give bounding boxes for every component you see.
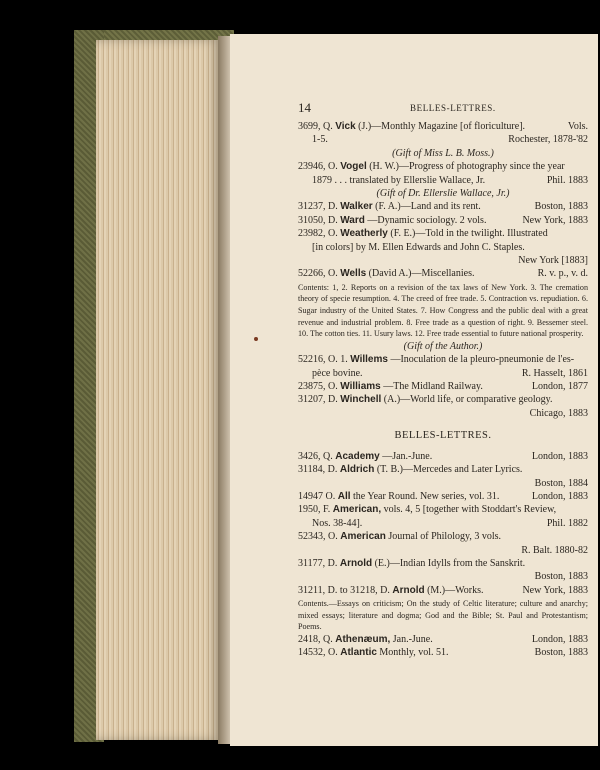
entry-heading: American,: [332, 504, 382, 516]
running-head: BELLES-LETTRES.: [410, 103, 496, 113]
call-number: 3426, Q.: [298, 450, 333, 462]
entry-contents: Contents: 1, 2. Reports on a revision of the tax laws of New York. 3. The cremation theory of specie resumption. 4. The creed of free trade. 5. Contraction vs. repudiation. 6. Sugar industry of the United States. 7. How Congress and the public deal with a great revenue and industrial problem. 8. Free trade as a question of right. 9. Bessemer steel. 10. The cotton ties. 11. Usury laws. 12. Free trade essential to future national prosperity.: [298, 282, 588, 339]
call-number: 31177, D.: [298, 557, 338, 569]
entry-heading: Walker: [340, 201, 373, 213]
catalog-entry: [298, 633, 588, 646]
catalog-entry: [298, 200, 588, 213]
imprint: London, 1877: [531, 381, 588, 393]
entry-title: (F. A.)—Land and its rent.: [375, 201, 481, 213]
call-number: 3699, Q.: [298, 121, 333, 132]
entry-heading: All: [337, 490, 351, 502]
entry-heading: Willems: [350, 354, 388, 366]
entry-heading: Academy: [335, 450, 380, 462]
call-number: 14947 O.: [298, 490, 336, 502]
page-number: 14: [298, 100, 311, 115]
catalog-entry: [298, 530, 588, 557]
entry-title: (A.)—World life, or comparative geology.: [383, 394, 553, 406]
entry-title: (David A.)—Miscellanies.: [368, 268, 475, 280]
catalog-entry: [298, 214, 588, 227]
entry-heading: Wells: [340, 268, 367, 280]
call-number: 31237, D.: [298, 201, 338, 213]
imprint: Vols.: [567, 121, 588, 132]
entry-title: —Dynamic sociology. 2 vols.: [367, 214, 487, 226]
imprint: R. v. p., v. d.: [537, 268, 588, 280]
entry-title: (H. W.)—Progress of photography since the year: [369, 161, 565, 173]
call-number: 23875, O.: [298, 381, 338, 393]
imprint: Boston, 1883: [534, 647, 588, 659]
entry-continuation: [in colors] by M. Ellen Edwards and John C. Staples.: [312, 241, 525, 253]
imprint: Rochester, 1878-'82: [508, 134, 588, 146]
entry-heading: Winchell: [340, 394, 382, 406]
catalog-entry: [298, 463, 588, 490]
call-number: 52216, O. 1.: [298, 354, 348, 366]
catalog-entry: [298, 267, 588, 353]
catalog-entry: [298, 160, 588, 200]
book-page: [230, 34, 598, 746]
entry-heading: Ward: [340, 214, 365, 226]
catalog-entry: [298, 503, 588, 530]
entry-title: vols. 4, 5 [together with Stoddart's Review,: [383, 504, 557, 516]
call-number: 31207, D.: [298, 394, 338, 406]
catalog-entry: [298, 450, 588, 463]
catalog-entry: [298, 353, 588, 380]
entry-heading: Vick: [335, 121, 356, 132]
imprint: Phil. 1882: [546, 517, 588, 529]
catalog-entry: [298, 227, 588, 267]
catalog-entry: [298, 646, 588, 659]
entry-heading: Arnold: [392, 584, 425, 596]
entry-continuation: 1879 . . . translated by Ellerslie Wallace, Jr.: [312, 174, 486, 186]
entry-continuation: Nos. 38-44].: [312, 517, 363, 529]
call-number: 52266, O.: [298, 268, 338, 280]
entry-continuation: pèce bovine.: [312, 367, 363, 379]
entry-heading: Atlantic: [340, 647, 377, 659]
call-number: 2418, Q.: [298, 633, 333, 645]
imprint: Boston, 1884: [534, 477, 588, 489]
catalog-entry: [298, 490, 588, 503]
call-number: 14532, O.: [298, 647, 338, 659]
entry-heading: Aldrich: [339, 464, 375, 476]
entry-title: the Year Round. New series, vol. 31.: [353, 490, 500, 502]
entry-title: Monthly, vol. 51.: [379, 647, 449, 659]
entry-title: —Jan.-June.: [382, 450, 433, 462]
entry-heading: Williams: [340, 381, 381, 393]
imprint: R. Balt. 1880-82: [521, 544, 588, 556]
catalog-entry: [298, 380, 588, 393]
imprint: New York, 1883: [522, 584, 588, 596]
entry-title: Journal of Philology, 3 vols.: [388, 531, 501, 543]
call-number: 23946, O.: [298, 161, 338, 173]
catalog-entry: [298, 557, 588, 584]
call-number: 31184, D.: [298, 464, 338, 476]
entry-contents: Contents.—Essays on criticism; On the study of Celtic literature; culture and anarchy; mixed essays; literature and dogma; God and the Bible; St. Paul and Protestantism; Poems.: [298, 599, 588, 632]
entry-title: (F. E.)—Told in the twilight. Illustrated: [390, 228, 548, 240]
entry-title: —The Midland Railway.: [383, 381, 483, 393]
ink-mark: [254, 337, 258, 341]
entry-heading: American: [340, 531, 386, 543]
entry-title: —Inoculation de la pleuro-pneumonie de l'es-: [390, 354, 575, 366]
gift-note: (Gift of the Author.): [403, 340, 483, 352]
call-number: 23982, O.: [298, 228, 338, 240]
entry-heading: Vogel: [340, 161, 367, 173]
gift-note: (Gift of Dr. Ellerslie Wallace, Jr.): [376, 188, 510, 200]
imprint: New York, 1883: [522, 214, 588, 226]
imprint: London, 1883: [531, 633, 588, 645]
catalog-entry: [298, 393, 588, 420]
imprint: Boston, 1883: [534, 201, 588, 213]
call-number: 1950, F.: [298, 504, 331, 516]
imprint: London, 1883: [531, 450, 588, 462]
catalog-entries-section-1: [298, 120, 588, 660]
entry-title: Jan.-June.: [392, 633, 433, 645]
page-edges: [96, 40, 222, 740]
entry-title: (M.)—Works.: [427, 584, 484, 596]
section-title: BELLES-LETTRES.: [394, 430, 492, 442]
gift-note: (Gift of Miss L. B. Moss.): [392, 147, 494, 159]
catalog-entry: [298, 584, 588, 633]
imprint: London, 1883: [531, 490, 588, 502]
entry-heading: Weatherly: [340, 228, 388, 240]
entry-title: (J.)—Monthly Magazine [of floriculture].: [358, 121, 526, 132]
catalog-entry: [298, 120, 588, 160]
imprint: Chicago, 1883: [529, 407, 588, 419]
call-number: 52343, O.: [298, 531, 338, 543]
call-number: 31211, D. to 31218, D.: [298, 584, 390, 596]
imprint: New York [1883]: [518, 255, 588, 267]
imprint: Phil. 1883: [546, 174, 588, 186]
entry-heading: Arnold: [339, 557, 373, 569]
entry-title: (E.)—Indian Idylls from the Sanskrit.: [374, 557, 526, 569]
entry-continuation: 1-5.: [312, 134, 328, 146]
imprint: Boston, 1883: [534, 571, 588, 583]
call-number: 31050, D.: [298, 214, 338, 226]
entry-title: (T. B.)—Mercedes and Later Lyrics.: [376, 464, 523, 476]
imprint: R. Hasselt, 1861: [521, 367, 588, 379]
entry-heading: Athenæum,: [335, 633, 391, 645]
